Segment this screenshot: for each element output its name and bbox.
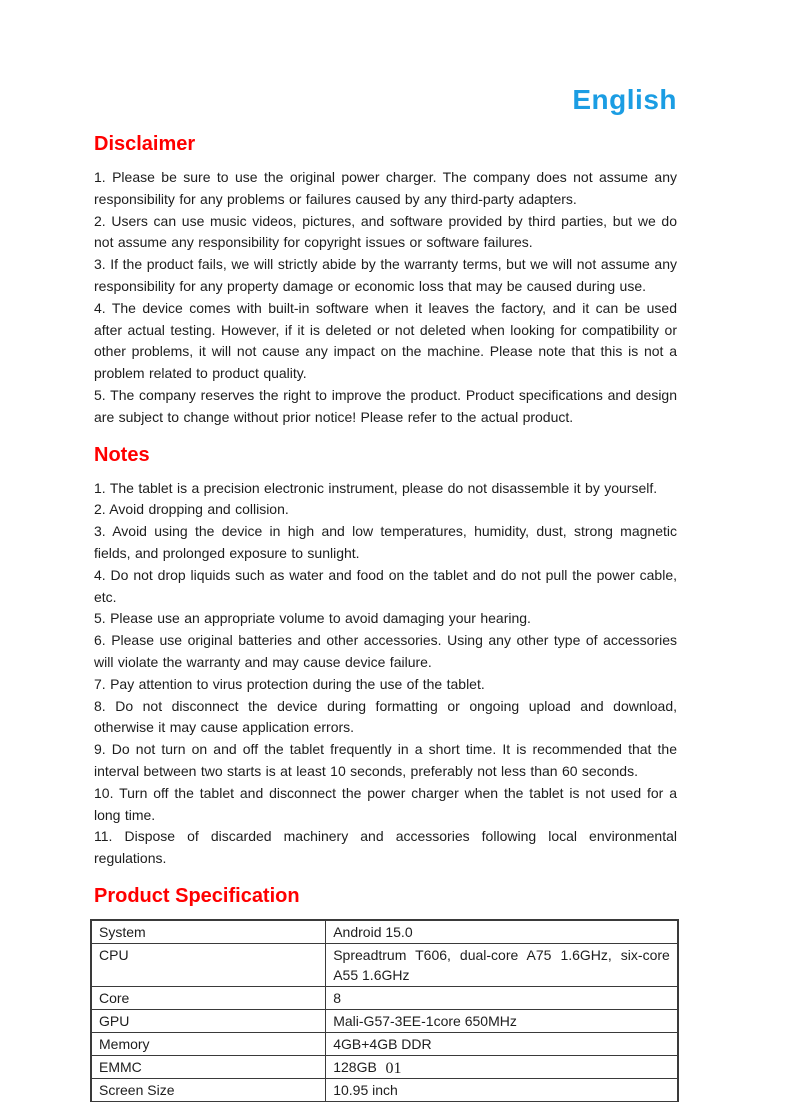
note-item: 6. Please use original batteries and other accessories. Using any other type of accessories will violate the warranty and may cause device failure. (94, 632, 677, 670)
disclaimer-item: 3. If the product fails, we will strictly abide by the warranty terms, but we will not assume any responsibility for any property damage or economic loss that may be caused during use. (94, 256, 677, 294)
language-heading: English (572, 84, 677, 115)
note-item: 7. Pay attention to virus protection during the use of the tablet. (94, 675, 485, 692)
disclaimer-item: 5. The company reserves the right to improve the product. Product specifications and design are subject to change without prior notice! Please refer to the actual product. (94, 386, 677, 425)
spec-value: 128GB (326, 1055, 678, 1078)
table-row (91, 1078, 678, 1102)
spec-label: GPU (91, 1009, 326, 1032)
spec-value: 8 (326, 986, 678, 1009)
spec-label: CPU (91, 943, 326, 986)
spec-label: System (91, 920, 326, 944)
spec-label: Screen Size (91, 1078, 326, 1102)
spec-label: Core (91, 986, 326, 1009)
table-row (91, 986, 678, 1009)
disclaimer-item: 2. Users can use music videos, pictures, and software provided by third parties, but we do not assume any responsibility for copyright issues or software failures. (94, 212, 677, 251)
table-row (91, 943, 678, 986)
notes-title: Notes (94, 443, 150, 466)
note-item: 1. The tablet is a precision electronic instrument, please do not disassemble it by yourself. (94, 479, 658, 496)
note-item: 5. Please use an appropriate volume to avoid damaging your hearing. (94, 610, 531, 627)
note-item: 10. Turn off the tablet and disconnect the power charger when the tablet is not used for a long time. (94, 784, 677, 823)
disclaimer-item: 4. The device comes with built-in software when it leaves the factory, and it can be used after actual testing. However, if it is deleted or not deleted when looking for compatibility or other problems, it will not cause any impact on the machine. Please note that this is not a problem related to product quality. (94, 299, 677, 382)
spec-value: Spreadtrum T606, dual-core A75 1.6GHz, six-core A55 1.6GHz (326, 943, 678, 986)
table-row (91, 1009, 678, 1032)
disclaimer-title: Disclaimer (94, 133, 196, 155)
note-item: 2. Avoid dropping and collision. (94, 501, 289, 518)
spec-label: Memory (91, 1032, 326, 1055)
disclaimer-section (94, 132, 677, 429)
table-row (91, 920, 678, 944)
note-item: 9. Do not turn on and off the tablet frequently in a short time. It is recommended that the interval between two starts is at least 10 seconds, preferably not less than 60 seconds. (94, 741, 677, 779)
spec-value: Android 15.0 (326, 920, 678, 944)
notes-section (94, 443, 677, 870)
note-item: 4. Do not drop liquids such as water and food on the tablet and do not pull the power cable, etc. (94, 566, 677, 605)
spec-label: EMMC (91, 1055, 326, 1078)
note-item: 8. Do not disconnect the device during formatting or ongoing upload and download, otherwise it may cause application errors. (94, 697, 677, 736)
specification-title: Product Specification (94, 884, 300, 907)
spec-value: Mali-G57-3EE-1core 650MHz (326, 1009, 678, 1032)
spec-value: 4GB+4GB DDR (326, 1032, 678, 1055)
note-item: 3. Avoid using the device in high and low temperatures, humidity, dust, strong magnetic fields, and prolonged exposure to sunlight. (94, 523, 677, 561)
spec-value: 10.95 inch (326, 1078, 678, 1102)
disclaimer-item: 1. Please be sure to use the original power charger. The company does not assume any responsibility for any problems or failures caused by any third-party adapters. (94, 169, 677, 207)
table-row (91, 1032, 678, 1055)
note-item: 11. Dispose of discarded machinery and accessories following local environmental regulations. (94, 828, 677, 867)
page-number: 01 (385, 1060, 402, 1077)
